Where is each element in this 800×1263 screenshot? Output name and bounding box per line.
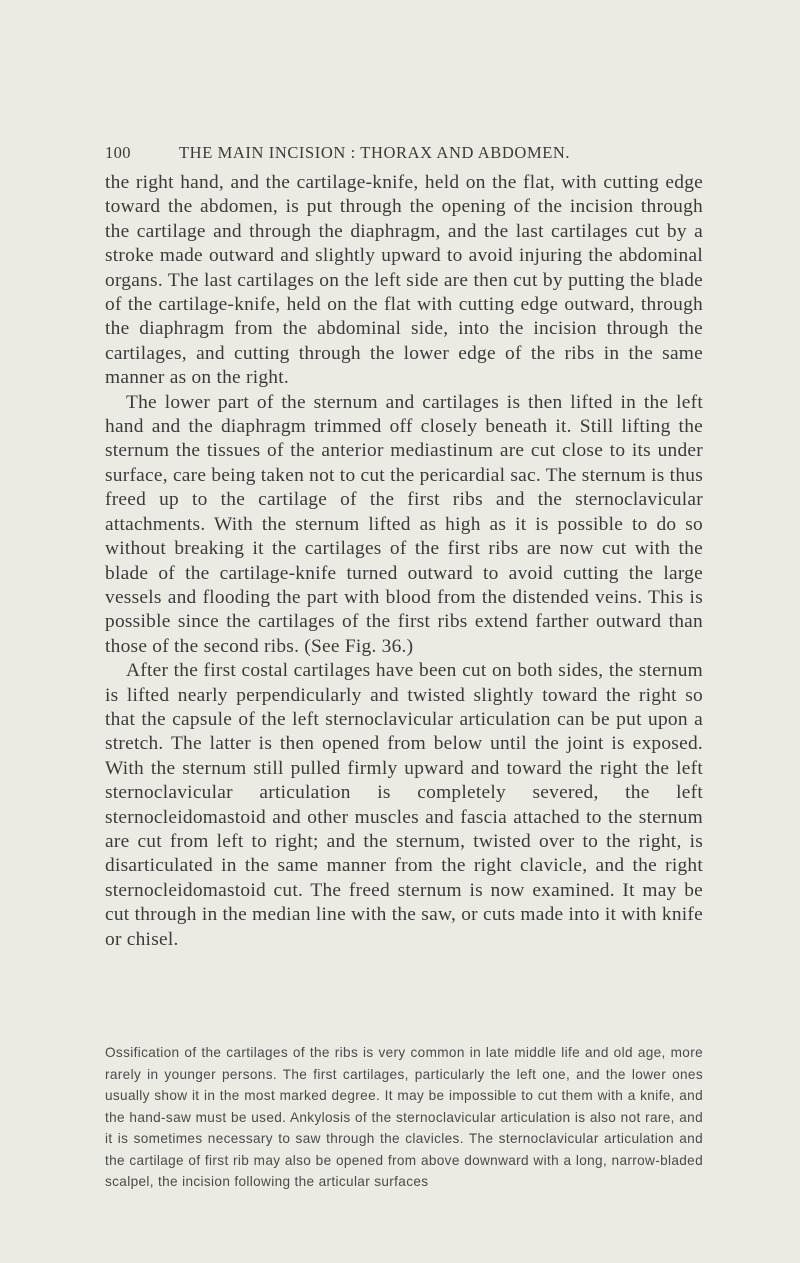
paragraph: After the first costal cartilages have been cut on both sides, the sternum is lifted nearly perpendicularly and twisted slightly toward the right so that the capsule of the left sternoclavicular articulation can be put upon a stretch. The latter is then opened from below until the joint is exposed. With the sternum still pulled firmly upward and toward the right the left sternoclavicular articulation is completely severed, the left sternocleidomastoid and other muscles and fascia attached to the sternum are cut from left to right; and the sternum, twisted over to the right, is disarticulated in the same manner from the right clavicle, and the right sternocleidomastoid cut. The freed sternum is now examined. It may be cut through in the median line with the saw, or cuts made into it with knife or chisel. xyxy=(105,660,703,950)
paragraph: the right hand, and the cartilage-knife, held on the flat, with cutting edge toward the abdomen, is put through the opening of the incision through the cartilage and through the diaphragm, and the last cartilages cut by a stroke made outward and slightly upward to avoid injuring the abdominal organs. The last cartilages on the left side are then cut by putting the blade of the cartilage-knife, held on the flat with cutting edge outward, through the diaphragm from the abdominal side, into the incision through the cartilages, and cutting through the lower edge of the ribs in the same manner as on the right. xyxy=(105,172,703,389)
paragraph: The lower part of the sternum and cartilages is then lifted in the left hand and the diaphragm trimmed off closely beneath it. Still lifting the sternum the tissues of the anterior mediastinum are cut close to its under surface, care being taken not to cut the pericardial sac. The sternum is thus freed up to the cartilage of the first ribs and the sternoclavicular attachments. With the sternum lifted as high as it is possible to do so without breaking it the cartilages of the first ribs are now cut with the blade of the cartilage-knife turned outward to avoid cutting the large vessels and flooding the part with blood from the distended veins. This is possible since the cartilages of the first ribs extend farther outward than those of the second ribs. (See Fig. 36.) xyxy=(105,391,703,657)
running-title: THE MAIN INCISION : THORAX AND ABDOMEN. xyxy=(179,143,571,162)
page-number: 100 xyxy=(105,143,131,162)
small-print-note: Ossification of the cartilages of the ribs is very common in late middle life and old age, more rarely in younger persons. The first cartilages, particularly the left one, and the lower ones usually show it in the most marked degree. It may be impossible to cut them with a knife, and the hand-saw must be used. Ankylosis of the sternoclavicular articulation is also not rare, and it is sometimes necessary to saw through the clavicles. The sternoclavicular articulation and the cartilage of first rib may also be opened from above downward with a long, narrow-bladed scalpel, the incision following the articular surfaces xyxy=(105,1045,703,1189)
main-text xyxy=(105,171,703,952)
page-header xyxy=(105,143,705,163)
